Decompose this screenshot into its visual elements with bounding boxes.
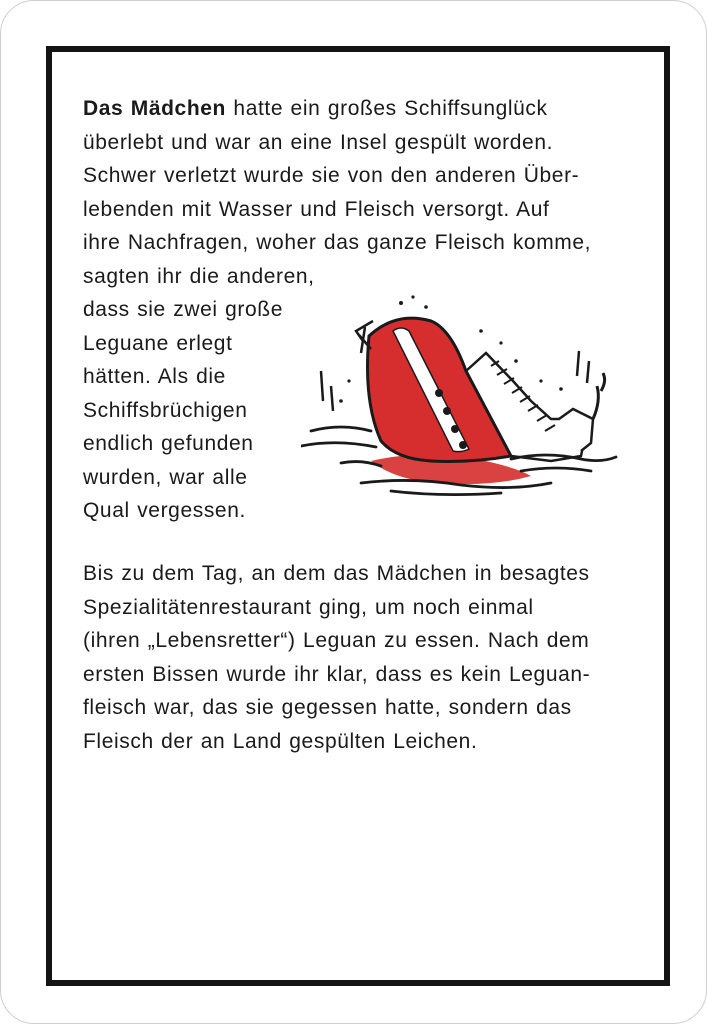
- text-line: hätten. Als die: [83, 365, 226, 388]
- story-paragraph-2: [83, 557, 590, 758]
- text-line: Leguane erlegt: [83, 331, 233, 355]
- text-line: Schiffsbrüchigen: [83, 398, 248, 422]
- text-line: Bis zu dem Tag, an dem das Mädchen in besagtes: [83, 562, 590, 585]
- lead-phrase: Das Mädchen: [83, 97, 226, 120]
- text-line: wurden, war alle: [83, 465, 248, 489]
- text-line: ersten Bissen wurde ihr klar, dass es kein Leguan-: [83, 662, 591, 686]
- text-line: lebenden mit Wasser und Fleisch versorgt. Auf: [83, 197, 550, 221]
- text-line: überlebt und war an eine Insel gespült worden.: [83, 130, 554, 154]
- text-line: dass sie zwei große: [83, 298, 283, 321]
- text-line: Spezialitätenrestaurant ging, um noch einmal: [83, 595, 534, 619]
- text-line: Das Mädchen hatte ein großes Schiffsunglück: [83, 97, 548, 120]
- text-line: Fleisch der an Land gespülten Leichen.: [83, 729, 478, 753]
- text-line: Qual vergessen.: [83, 499, 246, 522]
- text-line: fleisch war, das sie gegessen hatte, sondern das: [83, 696, 572, 719]
- text-line: Schwer verletzt wurde sie von den anderen Über-: [83, 164, 580, 187]
- text-line: sagten ihr die anderen,: [83, 264, 315, 288]
- text-line: (ihren „Lebensretter“) Leguan zu essen. Nach dem: [83, 629, 590, 652]
- sinking-ship-icon: [301, 291, 621, 506]
- text-line: endlich gefunden: [83, 432, 254, 455]
- text-line: ihre Nachfragen, woher das ganze Fleisch komme,: [83, 231, 592, 254]
